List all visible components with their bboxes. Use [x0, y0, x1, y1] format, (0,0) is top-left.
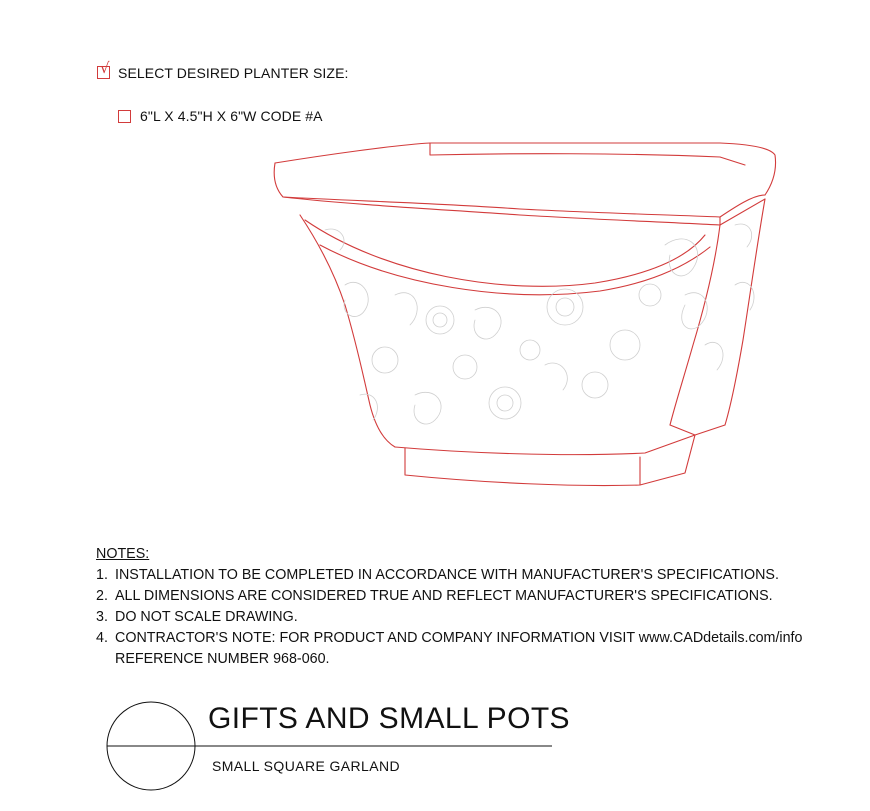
planter-rim-inner — [430, 143, 745, 165]
note-number: 1. — [96, 567, 108, 583]
note-text: ALL DIMENSIONS ARE CONSIDERED TRUE AND REFLECT MANUFACTURER'S SPECIFICATIONS. — [115, 588, 773, 604]
note-text: INSTALLATION TO BE COMPLETED IN ACCORDANCE WITH MANUFACTURER'S SPECIFICATIONS. — [115, 567, 779, 583]
note-number: 2. — [96, 588, 108, 604]
size-option-checkbox[interactable] — [118, 110, 131, 123]
notes-section — [96, 544, 803, 670]
note-text: DO NOT SCALE DRAWING. — [115, 609, 298, 625]
notes-heading: NOTES: — [96, 546, 150, 562]
planter-body-right — [670, 225, 720, 425]
drawing-title: GIFTS AND SMALL POTS — [208, 702, 570, 735]
note-text: REFERENCE NUMBER 968-060. — [115, 651, 330, 667]
note-number — [96, 649, 115, 670]
note-item — [96, 565, 803, 586]
note-item — [96, 628, 803, 649]
note-number: 3. — [96, 609, 108, 625]
note-text: CONTRACTOR'S NOTE: FOR PRODUCT AND COMPANY INFORMATION VISIT www.CADdetails.com/info — [115, 630, 803, 646]
planter-body-left — [300, 215, 395, 447]
planter-rim-band — [274, 163, 765, 217]
planter-garland-swag — [305, 220, 705, 286]
note-number: 4. — [96, 630, 108, 646]
planter-rim-top — [275, 143, 776, 195]
note-item — [96, 586, 803, 607]
planter-foot — [405, 435, 695, 486]
planter-base-ring — [395, 425, 695, 455]
planter-drawing — [265, 135, 785, 495]
size-option-label: 6"L X 4.5"H X 6"W CODE #A — [140, 108, 323, 124]
note-item — [96, 649, 803, 670]
select-size-checkbox[interactable] — [97, 59, 110, 79]
checkmark-icon: √ — [100, 59, 110, 77]
drawing-subtitle: SMALL SQUARE GARLAND — [212, 758, 400, 774]
select-size-heading: SELECT DESIRED PLANTER SIZE: — [118, 65, 349, 81]
note-item — [96, 607, 803, 628]
planter-garland-ornaments — [325, 224, 754, 424]
